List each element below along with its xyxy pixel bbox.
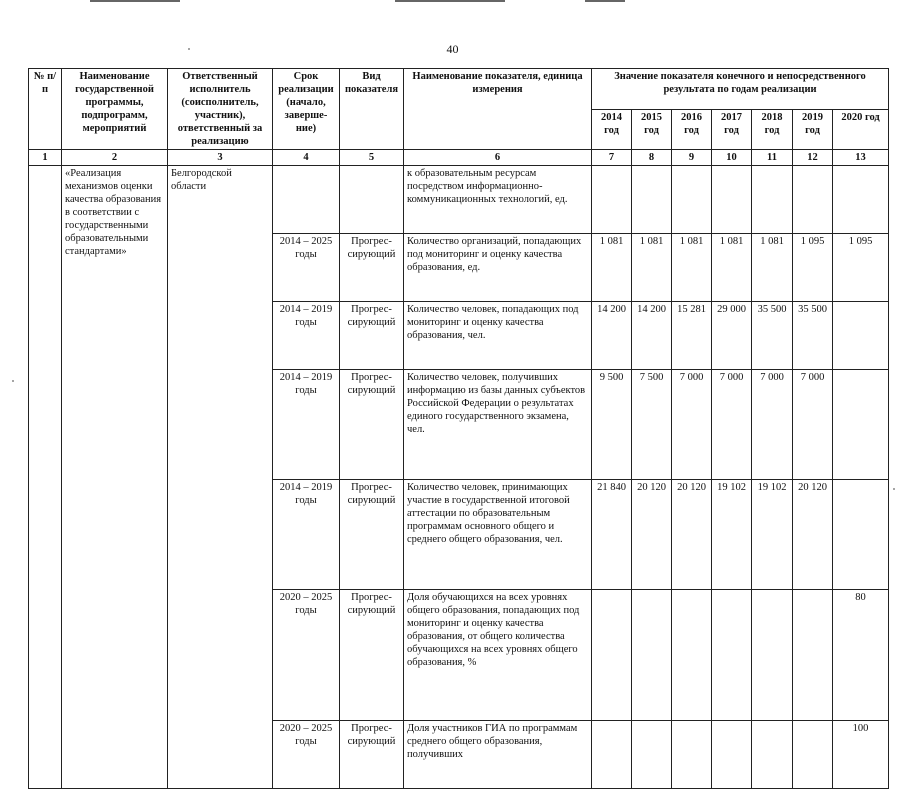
value-cell: 20 120 [672,479,712,589]
value-cell [833,479,889,589]
header-program-name: Наименование государственной программы, подпрограмм, мероприятий [62,69,168,150]
measure-executor: Белгородской области [168,166,273,789]
value-cell: 21 840 [592,479,632,589]
value-cell: 100 [833,720,889,788]
value-cell: 7 000 [793,369,833,479]
scan-speck [12,380,14,382]
column-number: 12 [793,150,833,166]
top-rule-center [395,0,505,2]
period-cell: 2020 – 2025 годы [273,589,340,720]
measure-name: «Реализация механизмов оценки качества образования в соответствии с государственными образовательными стандартами» [62,166,168,789]
indicator-name-cell: Количество человек, принимающих участие в государственной итоговой аттестации по образовательным программам основного общего и среднего общего образования, чел. [404,479,592,589]
page-number: 40 [446,42,459,56]
value-cell [672,589,712,720]
table-row [29,166,889,234]
header-row [29,69,889,110]
header-indicator-name: Наименование показателя, единица измерения [404,69,592,150]
header-year: 2018 год [752,109,793,150]
column-number: 11 [752,150,793,166]
indicator-name-cell: Доля участников ГИА по программам среднего общего образования, получивших [404,720,592,788]
header-values-group: Значение показателя конечного и непосредственного результата по годам реализации [592,69,889,110]
indicator-name-cell: Доля обучающихся на всех уровнях общего образования, попадающих под мониторинг и оценку качества образования, от общего количества обучающихся на всех уровнях общего образования, % [404,589,592,720]
value-cell [672,166,712,234]
column-number: 6 [404,150,592,166]
header-year: 2019 год [793,109,833,150]
column-number: 10 [712,150,752,166]
indicator-type-cell: Прогрес-сирующий [340,720,404,788]
indicator-name-cell: Количество человек, попадающих под мониторинг и оценку качества образования, чел. [404,301,592,369]
column-number: 4 [273,150,340,166]
value-cell: 1 081 [592,233,632,301]
header-year: 2017 год [712,109,752,150]
value-cell: 19 102 [752,479,793,589]
value-cell: 1 095 [793,233,833,301]
value-cell [592,589,632,720]
indicator-name-cell: к образовательным ресурсам посредством информационно-коммуникационных технологий, ед. [404,166,592,234]
column-number: 5 [340,150,404,166]
value-cell [793,589,833,720]
value-cell [793,166,833,234]
value-cell: 1 081 [752,233,793,301]
column-number: 9 [672,150,712,166]
value-cell [672,720,712,788]
indicator-type-cell [340,166,404,234]
value-cell [833,369,889,479]
value-cell: 20 120 [793,479,833,589]
value-cell [752,720,793,788]
header-year: 2020 год [833,109,889,150]
value-cell [752,166,793,234]
header-year: 2014 год [592,109,632,150]
period-cell: 2014 – 2019 годы [273,301,340,369]
value-cell: 35 500 [752,301,793,369]
top-rule-left [90,0,180,2]
header-period: Срок реализации (начало, заверше-ние) [273,69,340,150]
header-year: 2016 год [672,109,712,150]
top-rule-right [585,0,625,2]
indicator-name-cell: Количество человек, получивших информацию из базы данных субъектов Российской Федерации о результатах единого государственного экзамена, чел. [404,369,592,479]
value-cell: 14 200 [632,301,672,369]
value-cell [712,720,752,788]
column-numbers-row [29,150,889,166]
value-cell [833,166,889,234]
value-cell [712,589,752,720]
value-cell: 80 [833,589,889,720]
value-cell: 14 200 [592,301,632,369]
value-cell: 1 081 [712,233,752,301]
value-cell: 1 081 [672,233,712,301]
period-cell: 2020 – 2025 годы [273,720,340,788]
value-cell [712,166,752,234]
value-cell: 9 500 [592,369,632,479]
value-cell: 19 102 [712,479,752,589]
column-number: 1 [29,150,62,166]
header-year: 2015 год [632,109,672,150]
value-cell: 7 500 [632,369,672,479]
value-cell: 29 000 [712,301,752,369]
header-executor: Ответственный исполнитель (соисполнитель, участник), ответственный за реализацию [168,69,273,150]
scan-speck [188,48,190,50]
value-cell [752,589,793,720]
period-cell: 2014 – 2019 годы [273,369,340,479]
column-number: 3 [168,150,273,166]
value-cell [793,720,833,788]
value-cell [592,720,632,788]
period-cell: 2014 – 2019 годы [273,479,340,589]
column-number: 8 [632,150,672,166]
indicator-type-cell: Прогрес-сирующий [340,233,404,301]
indicator-type-cell: Прогрес-сирующий [340,479,404,589]
value-cell: 15 281 [672,301,712,369]
header-number: № п/п [29,69,62,150]
indicator-name-cell: Количество организаций, попадающих под мониторинг и оценку качества образования, ед. [404,233,592,301]
value-cell: 20 120 [632,479,672,589]
value-cell: 35 500 [793,301,833,369]
header-indicator-type: Вид показателя [340,69,404,150]
value-cell: 1 095 [833,233,889,301]
measure-number [29,166,62,789]
column-number: 7 [592,150,632,166]
value-cell [592,166,632,234]
value-cell [632,166,672,234]
value-cell: 7 000 [672,369,712,479]
scan-speck [893,488,895,490]
indicator-type-cell: Прогрес-сирующий [340,589,404,720]
value-cell [632,720,672,788]
value-cell: 7 000 [752,369,793,479]
value-cell: 1 081 [632,233,672,301]
column-number: 2 [62,150,168,166]
value-cell [632,589,672,720]
value-cell: 7 000 [712,369,752,479]
period-cell [273,166,340,234]
indicators-table [28,68,889,789]
indicator-type-cell: Прогрес-сирующий [340,301,404,369]
value-cell [833,301,889,369]
indicator-type-cell: Прогрес-сирующий [340,369,404,479]
column-number: 13 [833,150,889,166]
period-cell: 2014 – 2025 годы [273,233,340,301]
